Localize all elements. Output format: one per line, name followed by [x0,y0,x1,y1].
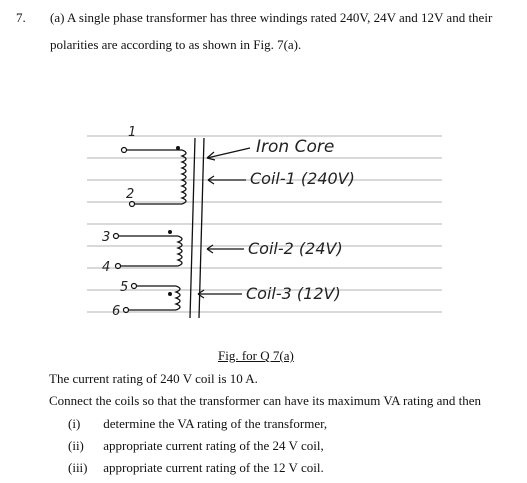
sub-question-2-text: appropriate current rating of the 24 V coil, [103,438,324,453]
instruction-text: Connect the coils so that the transformer can have its maximum VA rating and then [49,393,482,408]
sub-question-2-number: (ii) [68,438,84,453]
terminal-6-label: 6 [112,304,121,319]
terminal-5-node [132,284,137,289]
terminal-3-node [114,234,119,239]
label-coil-2: Coil-2 (24V) [248,239,343,258]
sub-question-3-text: appropriate current rating of the 12 V coil. [103,460,324,475]
terminal-1-node [122,148,127,153]
terminal-4-label: 4 [102,260,111,275]
question-intro-line-2: polarities are according to as shown in Fig. 7(a). [50,37,302,52]
label-coil-1: Coil-1 (240V) [250,169,355,188]
sub-question-1 [68,416,327,432]
terminal-5-label: 5 [120,280,129,295]
terminal-1-label: 1 [128,125,137,140]
sub-question-2 [68,438,324,454]
terminal-2-label: 2 [126,187,135,202]
question-intro-line-1: (a) A single phase transformer has three windings rated 240V, 24V and 12V and their [50,10,493,25]
sub-question-3-number: (iii) [68,460,88,475]
coil-2-winding [118,236,182,266]
transformer-figure [82,118,452,333]
terminal-3-label: 3 [102,230,111,245]
current-rating-text: The current rating of 240 V coil is 10 A. [49,371,258,386]
coil-1-polarity-dot [176,146,180,150]
label-coil-3: Coil-3 (12V) [246,284,341,303]
label-iron-core: Iron Core [256,137,335,157]
figure-caption: Fig. for Q 7(a) [218,348,294,363]
question-number: 7. [16,10,26,25]
coil-2-polarity-dot [168,230,172,234]
sub-question-3 [68,460,324,476]
coil-3-polarity-dot [168,292,172,296]
sub-question-1-number: (i) [68,416,81,431]
label-arrows [198,148,250,298]
sub-question-1-text: determine the VA rating of the transformer, [103,416,328,431]
